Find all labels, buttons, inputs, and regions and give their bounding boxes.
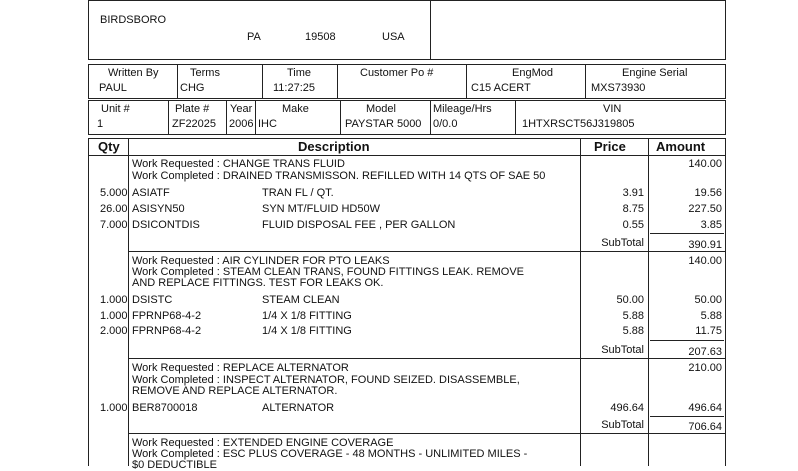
year-value: 2006 — [229, 118, 254, 130]
subtotal-value: 207.63 — [688, 346, 722, 358]
make-value: IHC — [258, 118, 277, 130]
year-label: Year — [230, 103, 253, 115]
work-requested: Work Requested : CHANGE TRANS FLUID — [132, 158, 345, 170]
subtotal-value: 390.91 — [688, 239, 722, 251]
plate-value: ZF22025 — [172, 118, 217, 130]
line-qty: 1.000 — [100, 310, 128, 322]
line-amount: 11.75 — [695, 325, 722, 337]
job-amount: 210.00 — [688, 362, 722, 374]
work-completed: Work Completed : INSPECT ALTERNATOR, FOUND SEIZED. DISASSEMBLE, — [132, 374, 520, 386]
description-column-header: Description — [298, 139, 370, 154]
line-code: ASIATF — [132, 187, 170, 199]
engmod-label: EngMod — [512, 67, 553, 79]
line-code: DSICONTDIS — [132, 219, 200, 231]
work-requested: Work Requested : REPLACE ALTERNATOR — [132, 362, 349, 374]
line-code: FPRNP68-4-2 — [132, 310, 202, 322]
line-qty: 2.000 — [100, 325, 128, 337]
engmod-value: C15 ACERT — [471, 82, 531, 94]
line-amount: 227.50 — [688, 203, 722, 215]
line-qty: 1.000 — [100, 402, 128, 414]
engine-serial-value: MXS73930 — [591, 82, 646, 94]
line-price: 5.88 — [622, 325, 644, 337]
line-code: ASISYN50 — [132, 203, 185, 215]
line-desc: STEAM CLEAN — [262, 294, 340, 306]
line-price: 496.64 — [610, 402, 644, 414]
subtotal-label: SubTotal — [601, 344, 644, 356]
work-requested: Work Requested : EXTENDED ENGINE COVERAGE — [132, 437, 394, 449]
work-requested: Work Requested : AIR CYLINDER FOR PTO LEAKS — [132, 255, 390, 267]
line-qty: 1.000 — [100, 294, 128, 306]
line-price: 5.88 — [622, 310, 644, 322]
terms-value: CHG — [180, 82, 205, 94]
work-completed: AND REPLACE FITTINGS. TEST FOR LEAKS OK. — [132, 277, 384, 289]
line-desc: SYN MT/FLUID HD50W — [262, 203, 380, 215]
line-desc: FLUID DISPOSAL FEE , PER GALLON — [262, 219, 456, 231]
engine-serial-label: Engine Serial — [622, 67, 688, 79]
subtotal-value: 706.64 — [688, 421, 722, 433]
line-code: BER8700018 — [132, 402, 198, 414]
price-column-header: Price — [594, 139, 626, 154]
work-completed: Work Completed : ESC PLUS COVERAGE - 48 MONTHS - UNLIMITED MILES - — [132, 448, 528, 460]
line-price: 3.91 — [622, 187, 644, 199]
line-amount: 496.64 — [688, 402, 722, 414]
line-qty: 5.000 — [100, 187, 128, 199]
line-code: DSISTC — [132, 294, 173, 306]
line-amount: 5.88 — [700, 310, 722, 322]
written-by-value: PAUL — [99, 82, 127, 94]
address-city: BIRDSBORO — [100, 14, 167, 26]
line-qty: 26.00 — [100, 203, 128, 215]
unit-value: 1 — [97, 118, 104, 130]
mileage-label: Mileage/Hrs — [433, 103, 492, 115]
line-desc: ALTERNATOR — [262, 402, 335, 414]
terms-label: Terms — [190, 67, 220, 79]
line-price: 50.00 — [616, 294, 644, 306]
model-value: PAYSTAR 5000 — [345, 118, 422, 130]
line-qty: 7.000 — [100, 219, 128, 231]
amount-column-header: Amount — [656, 139, 706, 154]
written-by-label: Written By — [108, 67, 159, 79]
vin-value: 1HTXRSCT56J319805 — [522, 118, 635, 130]
address-state: PA — [247, 31, 261, 43]
vin-label: VIN — [603, 103, 622, 115]
work-completed: Work Completed : STEAM CLEAN TRANS, FOUND FITTINGS LEAK. REMOVE — [132, 266, 525, 278]
line-amount: 50.00 — [694, 294, 722, 306]
time-label: Time — [287, 67, 312, 79]
job-amount: 140.00 — [688, 255, 722, 267]
make-label: Make — [282, 103, 309, 115]
model-label: Model — [366, 103, 396, 115]
line-desc: TRAN FL / QT. — [262, 187, 334, 199]
line-price: 0.55 — [622, 219, 644, 231]
qty-column-header: Qty — [98, 139, 120, 154]
line-amount: 3.85 — [700, 219, 722, 231]
work-completed: $0 DEDUCTIBLE — [132, 459, 217, 471]
customer-po-label: Customer Po # — [360, 67, 434, 79]
job-amount: 140.00 — [688, 158, 722, 170]
subtotal-label: SubTotal — [601, 237, 644, 249]
subtotal-label: SubTotal — [601, 419, 644, 431]
work-completed: REMOVE AND REPLACE ALTERNATOR. — [132, 385, 338, 397]
plate-label: Plate # — [175, 103, 210, 115]
line-desc: 1/4 X 1/8 FITTING — [262, 310, 352, 322]
time-value: 11:27:25 — [273, 82, 316, 94]
line-price: 8.75 — [622, 203, 644, 215]
line-desc: 1/4 X 1/8 FITTING — [262, 325, 352, 337]
work-completed: Work Completed : DRAINED TRANSMISSON. REFILLED WITH 14 QTS OF SAE 50 — [132, 170, 546, 182]
address-country: USA — [382, 31, 405, 43]
line-code: FPRNP68-4-2 — [132, 325, 202, 337]
mileage-value: 0/0.0 — [433, 118, 458, 130]
address-zip: 19508 — [305, 31, 336, 43]
line-amount: 19.56 — [694, 187, 722, 199]
unit-label: Unit # — [101, 103, 130, 115]
